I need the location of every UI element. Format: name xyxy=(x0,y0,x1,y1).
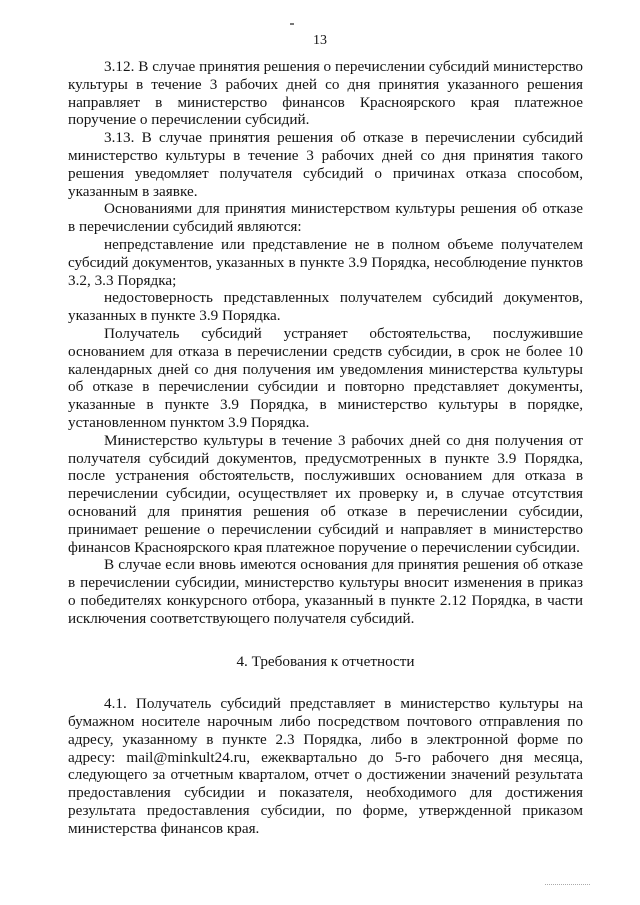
paragraph-ground-invalid-docs: недостоверность представленных получателем субсидий документов, указанных в пункте 3.9 Порядка. xyxy=(68,289,583,325)
scan-artifact-line xyxy=(545,884,590,886)
paragraph-ministry-recheck: Министерство культуры в течение 3 рабочих дней со дня получения от получателя субсидий документов, предусмотренных в пункте 3.9 Порядка, после устранения обстоятельств, послуживших основанием для отказа в перечислении субсидии, осуществляет их проверку и, в случае отсутствия оснований для принятия решения об отказе в перечислении субсидии, принимает решение о перечислении субсидий и направляет в министерство финансов Красноярского края платежное поручение о перечислении субсидии. xyxy=(68,431,583,556)
scan-artifact-mark xyxy=(290,23,294,25)
paragraph-3-12: 3.12. В случае принятия решения о перечислении субсидий министерство культуры в течение 3 рабочих дней со дня принятия указанного решения направляет в министерство финансов Красноярского края платежное поручение о перечислении субсидий. xyxy=(68,58,583,129)
document-body xyxy=(68,58,583,838)
paragraph-ground-incomplete-docs: непредставление или представление не в полном объеме получателем субсидий документов, указанных в пункте 3.9 Порядка, несоблюдение пунктов 3.2, 3.3 Порядка; xyxy=(68,235,583,289)
page-number: 13 xyxy=(313,33,327,48)
section-heading-reporting: 4. Требования к отчетности xyxy=(236,652,415,670)
paragraph-refusal-grounds: Основаниями для принятия министерством культуры решения об отказе в перечислении субсидий являются: xyxy=(68,200,583,236)
paragraph-3-13: 3.13. В случае принятия решения об отказе в перечислении субсидий министерство культуры в течение 3 рабочих дней со дня принятия такого решения уведомляет получателя субсидий о причинах отказа способом, указанным в заявке. xyxy=(68,129,583,200)
paragraph-repeat-refusal: В случае если вновь имеются основания для принятия решения об отказе в перечислении субсидии, министерство культуры вносит изменения в приказ о победителях конкурсного отбора, указанный в пункте 2.12 Порядка, в части исключения соответствующего получателя субсидий. xyxy=(68,556,583,627)
paragraph-recipient-remedy: Получатель субсидий устраняет обстоятельства, послужившие основанием для отказа в перечислении средств субсидии, в срок не более 10 календарных дней со дня получения им уведомления министерства культуры об отказе в перечислении субсидии и повторно представляет документы, указанные в пункте 3.9 Порядка, в министерство культуры в порядке, установленном пунктом 3.9 Порядка. xyxy=(68,324,583,431)
paragraph-4-1: 4.1. Получатель субсидий представляет в министерство культуры на бумажном носителе нарочным либо посредством почтового отправления по адресу, указанному в пункте 2.3 Порядка, либо в электронной форме по адресу: mail@minkult24.ru, ежеквартально до 5-го рабочего дня месяца, следующего за отчетным кварталом, отчет о достижении значений результата предоставления субсидии и показателя, необходимого для достижения результата предоставления субсидии, по форме, утвержденной приказом министерства финансов края. xyxy=(68,695,583,837)
